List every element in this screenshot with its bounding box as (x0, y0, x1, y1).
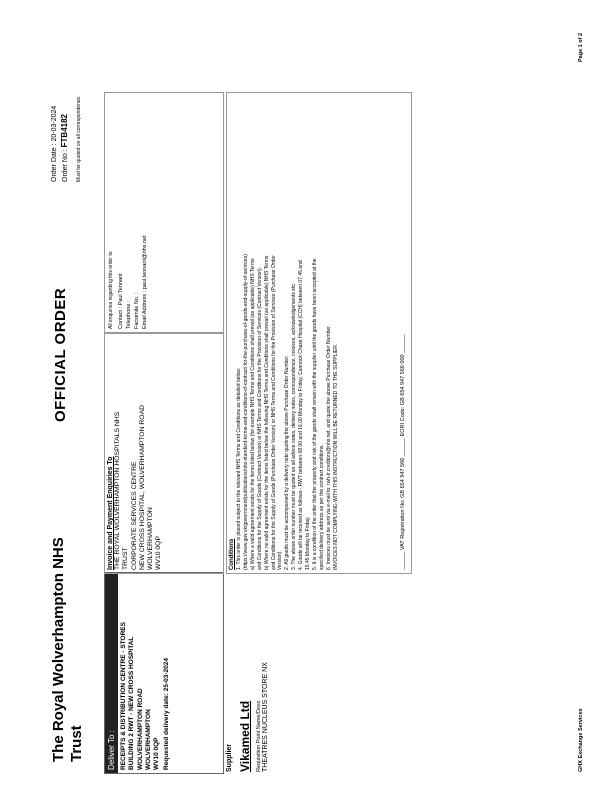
conditions-text (236, 93, 339, 573)
contact-telephone: Telephone : (126, 300, 132, 329)
contact-email: Email Address : paul.tennant@nhs.net (142, 235, 148, 329)
vat-registration: ______ VAT Registration No: GB 654 947 566 ______ EORI Code: GB 654 947 566 000 ______ (400, 334, 406, 570)
deliver-line: RECEIPTS & DISTRIBUTION CENTRE - STORES (120, 622, 127, 770)
page-number: Page 1 of 2 (578, 32, 584, 62)
condition-line: 15.45 Monday to Friday. (305, 516, 312, 570)
condition-line: a) Where a valid agreement exists for the items listed below (for example NHS Terms and Conditions shall prevail (as applicable) NHS Terms (249, 258, 256, 570)
conditions-box (226, 92, 412, 574)
invoice-heading: Invoice and Payment Enquiries To (107, 456, 114, 570)
deliver-to-address (118, 573, 174, 773)
condition-line: and Conditions for the Supply of Goods (Purchase Order Version) or NHS Terms and Conditions for the Provision of Services (Purchase Order (270, 255, 277, 570)
contact-box (104, 92, 224, 334)
condition-line: INVOICES NOT COMPLYING WITH THIS INSTRUCTION WILL BE RETURNED TO THE SUPPLIER. (332, 343, 339, 570)
invoice-line: NEW CROSS HOSPITAL, WOLVERHAMPTON ROAD (138, 404, 146, 570)
condition-line: and Conditions for the Supply of Goods (Contract Version) or NHS Terms and Conditions for the Provision of Services (Contract Version). (256, 266, 263, 570)
deliver-line: WOLVERHAMPTON (144, 709, 152, 770)
condition-line: 1. This order is placed subject to the relevant NHS Terms and Conditions as detailed below: (236, 367, 242, 570)
trust-name: The Royal Wolverhampton NHS Trust (50, 537, 85, 762)
contact-heading: All enquiries regarding this order to (108, 251, 114, 329)
invoice-to-box (104, 332, 224, 574)
condition-line: 3. The above order number must be quoted on all advice notes, delivery notes, correspondence, invoices, acknowledgements etc. (291, 282, 298, 570)
condition-line: 2. All goods must be accompanied by a delivery note quoting the above Purchase Order Number. (284, 355, 291, 570)
order-number: FTB4182 (60, 114, 69, 148)
requisition-point-label: Requisition Point Name/Desc (256, 700, 262, 772)
invoice-address (114, 333, 164, 573)
condition-line: b) Where no valid agreement exists for the items listed below the following NHS Terms and Conditions shall prevail (as applicable) NHS Terms (263, 255, 270, 570)
invoice-line: TRUST (122, 547, 130, 570)
deliver-line: BUILDING 2 RWT - NEW CROSS HOSPITAL (128, 636, 136, 770)
requested-delivery-date: Requested delivery date: 25-03-2024 (163, 658, 171, 770)
condition-line: (https://www.gov.uk/government/publications/nhs-standard-terms-and-conditions-of-contract-for-the-purchase-of-goods-and-supply-of-services) (242, 254, 249, 570)
document-title: OFFICIAL ORDER (52, 287, 69, 422)
conditions-heading: Conditions (229, 538, 235, 570)
invoice-line: WV10 0QP (155, 536, 163, 570)
invoice-line: WOLVERHAMPTON (147, 507, 155, 570)
order-number-label: Order No : (62, 149, 69, 182)
supplier-name: Vikamed Ltd (238, 700, 252, 772)
deliver-to-box (104, 572, 224, 774)
condition-line: 5. It is a condition of the order that the property and risk of the goods shall remain with the supplier until the goods have been accepted at the (311, 258, 318, 570)
order-info (50, 96, 84, 182)
requisition-point-value: THEATRES NUCLEUS STORE NX (262, 662, 269, 772)
condition-line: specified delivery address as per the contract conditions. (318, 444, 325, 570)
supplier-label: Supplier (226, 743, 233, 772)
invoice-line: THE ROYAL WOLVERHAMPTON HOSPITALS NHS (114, 411, 121, 570)
order-number-row (60, 96, 71, 182)
deliver-line: WOLVERHAMPTON ROAD (136, 688, 144, 770)
invoice-line: CORPORATE SERVICES CENTRE (130, 461, 138, 570)
footer-service-name: GHX Exchange Services (578, 708, 584, 772)
contact-name: Contact : Paul Tennant (118, 273, 124, 329)
condition-line: 6. Invoices must be sent via e-mail to: rwh-tr.creditors@nhs.net, and quote the above Purchase Order Number. (325, 325, 332, 570)
deliver-line: WV10 0QP (153, 737, 161, 770)
contact-details (117, 93, 149, 333)
deliver-to-heading: Deliver To : (105, 573, 118, 773)
contact-facsimile: Facsimile No. : (134, 292, 140, 329)
condition-line: Version). (277, 550, 284, 570)
quote-note: Must be quoted on all correspondence. (76, 95, 82, 182)
order-date: Order Date : 20-03-2024 (51, 105, 58, 182)
condition-line: 4. Goods will be received as follows:- RWT between 08.00 and 16.00 Monday to Friday, Cannock Chase Hospital (CCH) between 07.45 and (298, 260, 305, 570)
